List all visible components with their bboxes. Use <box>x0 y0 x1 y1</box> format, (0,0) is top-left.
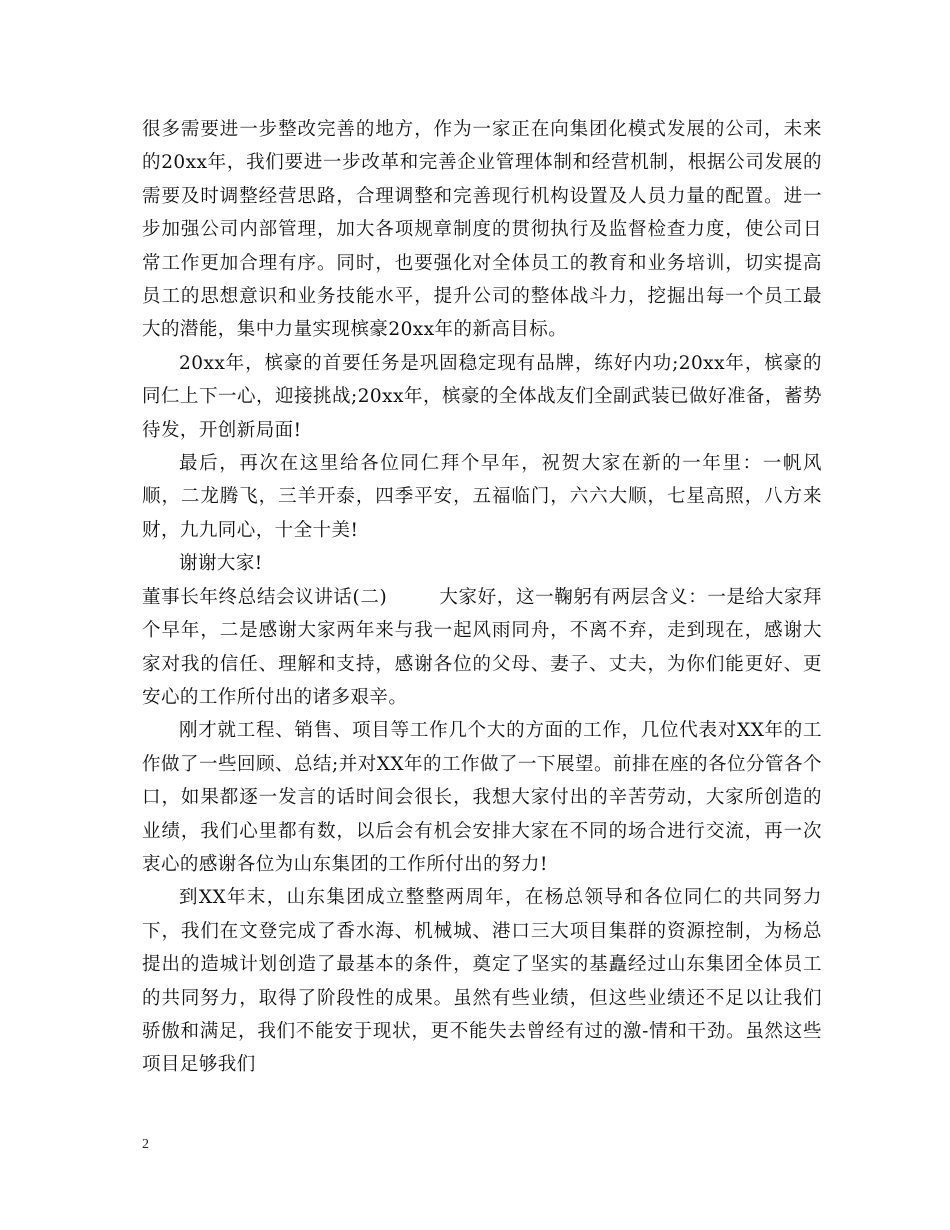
paragraph-achievements: 到XX年末，山东集团成立整整两周年，在杨总领导和各位同仁的共同努力下，我们在文登完成了香水海、机械城、港口三大项目集群的资源控制，为杨总提出的造城计划创造了最基本的条件，奠定了坚实的基矗经过山东集团全体员工的共同努力，取得了阶段性的成果。虽然有些业绩，但这些业绩还不足以让我们骄傲和满足，我们不能安于现状，更不能失去曾经有过的激-情和干劲。虽然这些项目足够我们 <box>142 887 822 1076</box>
section-heading: 董事长年终总结会议讲话(二) <box>142 586 388 608</box>
speech-opening-text: 大家好，这一鞠躬有两层含义：一是给大家拜个早年，二是感谢大家两年来与我一起风雨同舟，不离不弃，走到现在，感谢大家对我的信任、理解和支持，感谢各位的父母、妻子、丈夫，为你们能更好、更安心的工作所付出的诸多艰辛。 <box>142 586 822 708</box>
paragraph-greetings: 最后，再次在这里给各位同仁拜个早年，祝贺大家在新的一年里：一帆风顺，二龙腾飞，三羊开泰，四季平安，五福临门，六六大顺，七星高照，八方来财，九九同心，十全十美! <box>142 453 822 541</box>
paragraph-speech-opening <box>142 581 822 715</box>
paragraph-tasks: 20xx年，槟豪的首要任务是巩固稳定现有品牌，练好内功;20xx年，槟豪的同仁上下一心，迎接挑战;20xx年，槟豪的全体战友们全副武装已做好准备，蓄势待发，开创新局面! <box>142 352 822 441</box>
paragraph-continuation: 很多需要进一步整改完善的地方，作为一家正在向集团化模式发展的公司，未来的20xx年，我们要进一步改革和完善企业管理体制和经营机制，根据公司发展的需要及时调整经营思路，合理调整和完善现行机构设置及人员力量的配置。进一步加强公司内部管理，加大各项规章制度的贯彻执行及监督检查力度，使公司日常工作更加合理有序。同时，也要强化对全体员工的教育和业务培训，切实提高员工的思想意识和业务技能水平，提升公司的整体战斗力，挖掘出每一个员工最大的潜能，集中力量实现槟豪20xx年的新高目标。 <box>142 119 822 341</box>
document-body <box>142 113 822 1082</box>
page-number: 2 <box>142 1137 149 1152</box>
paragraph-review: 刚才就工程、销售、项目等工作几个大的方面的工作，几位代表对XX年的工作做了一些回顾、总结;并对XX年的工作做了一下展望。前排在座的各位分管各个口，如果都逐一发言的话时间会很长，我想大家付出的辛苦劳动，大家所创造的业绩，我们心里都有数，以后会有机会安排大家在不同的场合进行交流，再一次衷心的感谢各位为山东集团的工作所付出的努力! <box>142 720 822 875</box>
paragraph-thanks: 谢谢大家! <box>179 553 263 575</box>
